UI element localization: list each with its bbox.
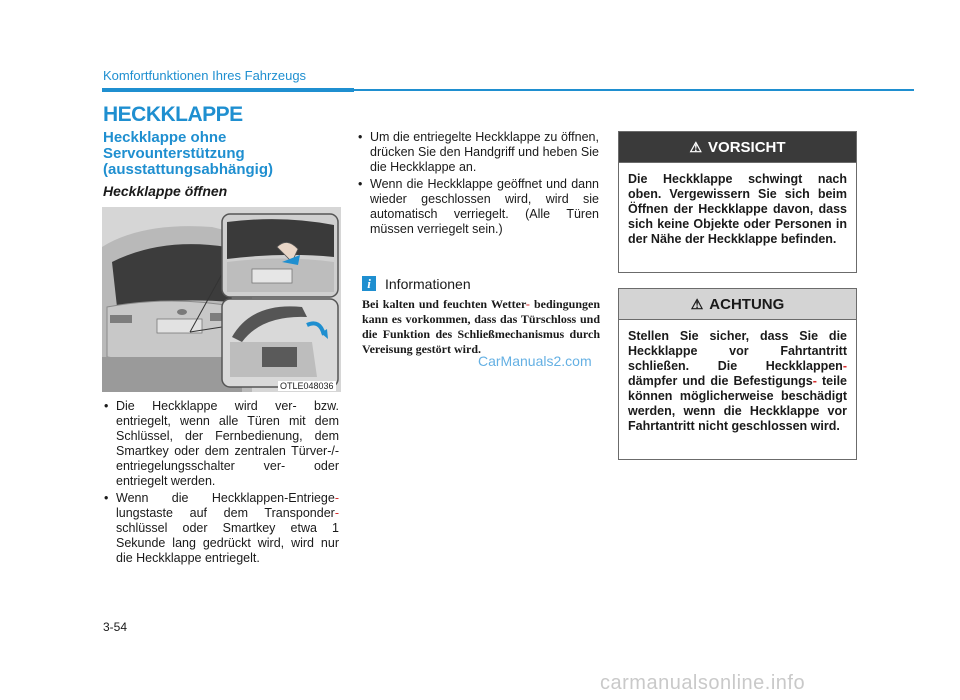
warning-triangle-icon: ⚠	[690, 295, 704, 312]
hyphen-mark: -	[334, 491, 339, 505]
bullet-list-column1	[103, 399, 339, 568]
footer-watermark: carmanualsonline.info	[600, 672, 806, 694]
list-item	[357, 177, 599, 237]
bullet-list-column2	[357, 130, 599, 239]
bullet-text: Um die entriegelte Heckklappe zu öffnen, drücken Sie den Handgriff und heben Sie die Heckklappe an.	[370, 130, 599, 174]
caution-text-part3: teile können möglicherweise beschädigt werden, wenn die Heckklappe vor Fahrtantritt nicht geschlossen wird.	[628, 374, 847, 433]
section-title: Komfortfunktionen Ihres Fahrzeugs	[103, 68, 307, 83]
info-icon: i	[362, 276, 376, 291]
list-item	[357, 130, 599, 175]
page-number: 3-54	[103, 620, 128, 634]
info-text-part2: bedingungen kann es vorkommen, dass das Türschloss und die Funktion des Schließmechanismus durch Vereisung gestört wird.	[362, 297, 601, 356]
bullet-text-part1: Wenn die Heckklappen-Entriege	[116, 491, 335, 505]
info-title: Informationen	[385, 276, 471, 292]
page-heading: HECKKLAPPE	[103, 103, 243, 126]
bullet-text: Die Heckklappe wird ver- bzw. entriegelt, wenn alle Türen mit dem Schlüssel, der Fernbedienung, dem Smartkey oder dem zentralen Türver-/-entriegelungsschalter ver- oder entriegelt werden.	[116, 399, 339, 488]
caution-box	[618, 288, 857, 460]
subsubheading: Heckklappe öffnen	[103, 183, 228, 199]
header-rule-thin	[354, 89, 914, 91]
hyphen-mark: -	[334, 506, 339, 520]
bullet-text: Wenn die Heckklappe geöffnet und dann wieder geschlossen wird, wird sie automatisch verriegelt. (Alle Türen müssen verriegelt sein.)	[370, 177, 599, 236]
bullet-text-part2: lungstaste auf dem Transponder	[116, 506, 335, 520]
subheading: Heckklappe ohne Servounterstützung (ausstattungsabhängig)	[103, 129, 274, 178]
caution-title: ACHTUNG	[709, 295, 785, 313]
warning-triangle-icon: ⚠	[689, 138, 703, 155]
warning-text: Die Heckklappe schwingt nach oben. Vergewissern Sie sich beim Öffnen der Heckklappe davon, dass sich keine Objekte oder Personen in der Nähe der Heckklappe befinden.	[628, 172, 847, 246]
info-text	[362, 297, 600, 357]
hyphen-mark: -	[812, 374, 817, 388]
hyphen-mark: -	[525, 297, 530, 311]
bullet-text-part3: schlüssel oder Smartkey etwa 1 Sekunde lang gedrückt wird, wird nur die Heckklappe entriegelt.	[116, 521, 339, 565]
figure-caption: OTLE048036	[280, 381, 334, 391]
car-rear-illustration	[102, 207, 341, 392]
caution-text-part1: Stellen Sie sicher, dass Sie die Heckklappe vor Fahrtantritt schließen. Die Heckklappen	[628, 329, 847, 373]
info-text-part1: Bei kalten und feuchten Wetter	[362, 297, 526, 311]
list-item	[103, 399, 339, 489]
tailgate-illustration	[102, 207, 341, 392]
header-rule-thick	[102, 88, 354, 92]
warning-header	[619, 132, 856, 163]
watermark: CarManuals2.com	[478, 353, 592, 369]
warning-title: VORSICHT	[708, 138, 786, 156]
hyphen-mark: -	[842, 359, 847, 373]
caution-text-part2: dämpfer und die Befestigungs	[628, 374, 813, 388]
list-item	[103, 491, 339, 566]
warning-box	[618, 131, 857, 273]
caution-text	[619, 320, 856, 442]
caution-header	[619, 289, 856, 320]
